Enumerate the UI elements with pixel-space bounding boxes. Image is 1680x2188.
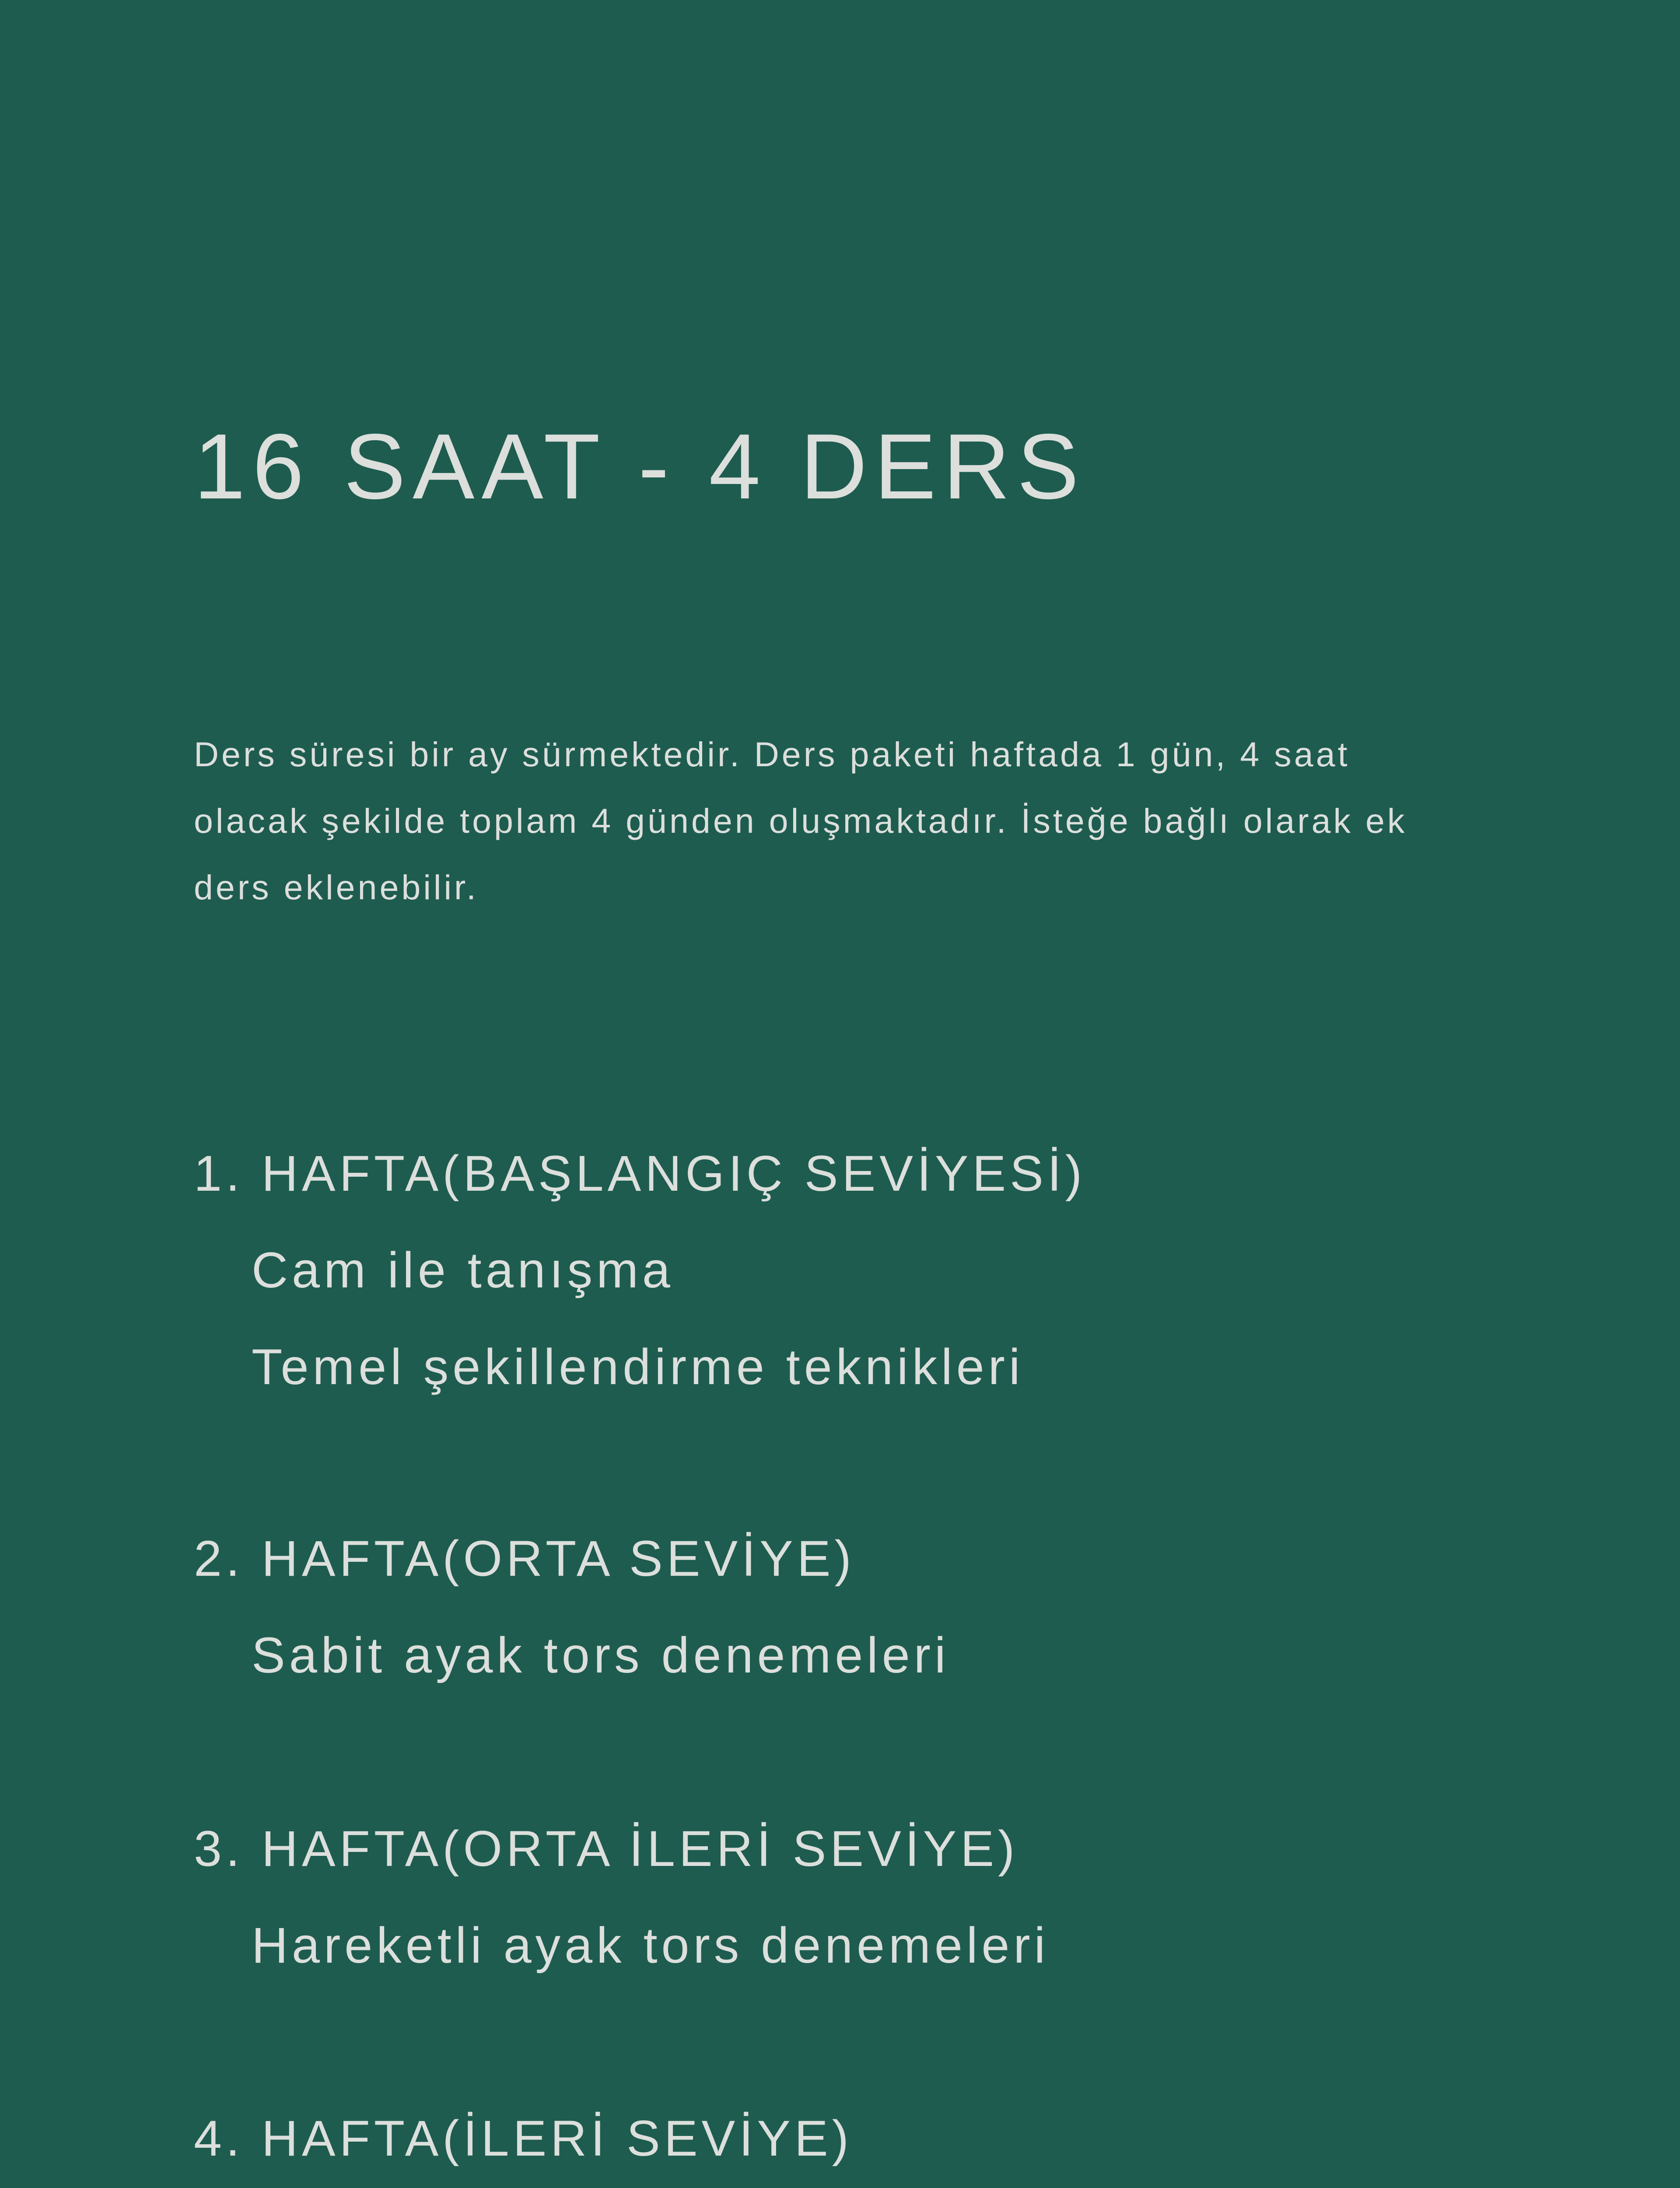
intro-line: olacak şekilde toplam 4 günden oluşmaktadır. İsteğe bağlı olarak ek <box>194 801 1407 840</box>
week-1-section <box>194 1146 1506 1439</box>
week-3-topic-list <box>194 1918 1506 2017</box>
page-title: 16 SAAT - 4 DERS <box>194 414 1086 518</box>
week-2-topic-list <box>194 1627 1506 1727</box>
intro-line: ders eklenebilir. <box>194 868 479 907</box>
week-1-topic-list <box>194 1242 1506 1439</box>
week-topic: Sabit ayak tors denemeleri <box>252 1627 950 1683</box>
intro-line: Ders süresi bir ay sürmektedir. Ders paketi haftada 1 gün, 4 saat <box>194 735 1350 774</box>
week-2-heading: 2. HAFTA(ORTA SEVİYE) <box>194 1531 855 1587</box>
week-topic: Hareketli ayak tors denemeleri <box>252 1918 1050 1974</box>
week-1-heading: 1. HAFTA(BAŞLANGIÇ SEVİYESİ) <box>194 1146 1086 1202</box>
week-topic: Cam ile tanışma <box>252 1242 674 1298</box>
week-topic: Temel şekillendirme teknikleri <box>252 1339 1024 1395</box>
week-4-heading: 4. HAFTA(İLERİ SEVİYE) <box>194 2111 853 2167</box>
week-3-heading: 3. HAFTA(ORTA İLERİ SEVİYE) <box>194 1821 1019 1877</box>
week-3-section <box>194 1821 1506 2017</box>
week-2-section <box>194 1531 1506 1727</box>
week-4-section <box>194 2111 1506 2188</box>
intro-paragraph <box>194 721 1576 921</box>
